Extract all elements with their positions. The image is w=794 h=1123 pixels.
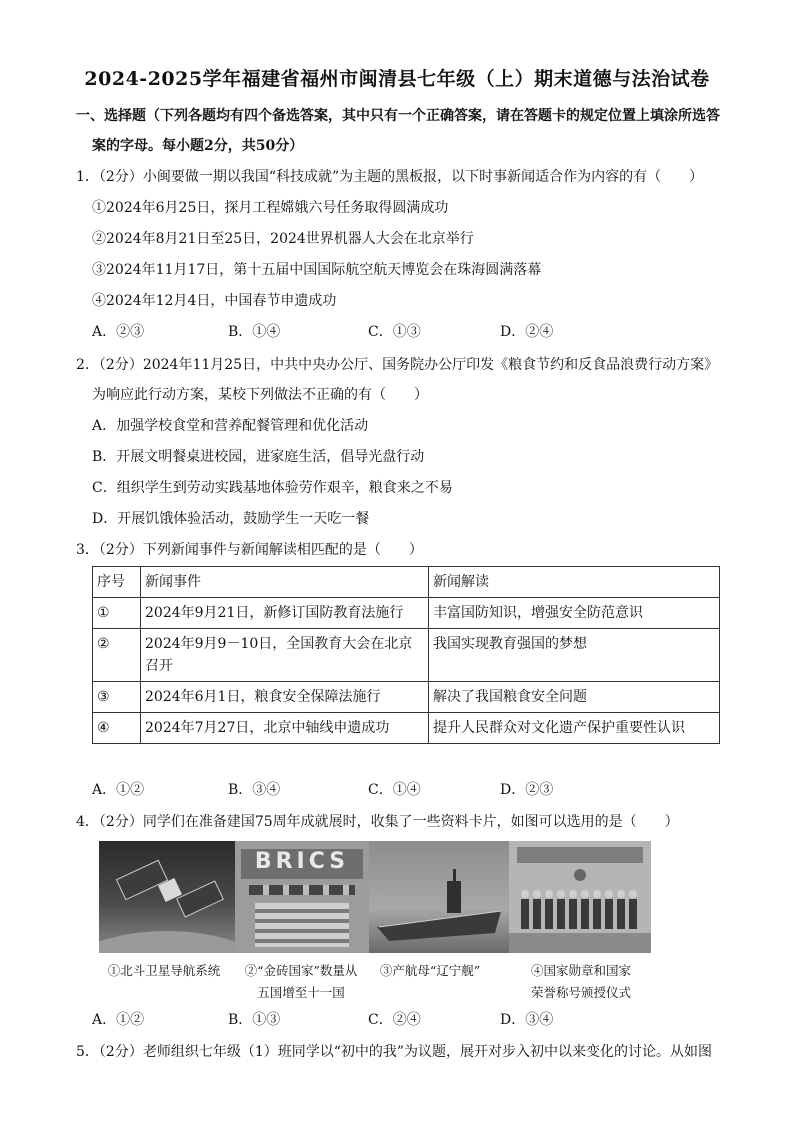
row-event: 2024年9月9－10日，全国教育大会在北京召开: [141, 629, 429, 682]
header-event: 新闻事件: [141, 567, 429, 598]
table-row: [93, 682, 720, 713]
question-2-option-d[interactable]: D．开展饥饿体验活动，鼓励学生一天吃一餐: [92, 511, 370, 527]
section-instructions-line1: 一、选择题（下列各题均有四个备选答案，其中只有一个正确答案，请在答题卡的规定位置上填涂所选答: [76, 108, 720, 124]
option-c[interactable]: C．②④: [368, 1012, 421, 1028]
question-2-option-c[interactable]: C．组织学生到劳动实践基地体验劳作艰辛，粮食来之不易: [92, 480, 453, 496]
liaoning-carrier-image: [369, 841, 509, 953]
table-row: [93, 629, 720, 682]
caption-1: ①北斗卫星导航系统: [107, 963, 221, 978]
flag-row: [249, 885, 355, 895]
row-reading: 丰富国防知识，增强安全防范意识: [429, 598, 720, 629]
option-d[interactable]: D．③④: [500, 1012, 554, 1028]
flag-grid: [255, 903, 349, 947]
national-honors-ceremony-image: [509, 841, 651, 953]
news-table: [92, 566, 720, 744]
achievement-photo-strip: [99, 841, 651, 953]
question-3-stem: 3．（2分）下列新闻事件与新闻解读相匹配的是（ ）: [76, 542, 423, 558]
question-1-item-2: ②2024年8月21日至25日，2024世界机器人大会在北京举行: [92, 231, 474, 247]
row-event: 2024年6月1日，粮食安全保障法施行: [141, 682, 429, 713]
question-1-item-1: ①2024年6月25日，探月工程嫦娥六号任务取得圆满成功: [92, 200, 449, 216]
question-2-stem-line2: 为响应此行动方案，某校下列做法不正确的有（ ）: [92, 387, 428, 403]
option-b[interactable]: B．①③: [228, 1012, 281, 1028]
row-no: ②: [93, 629, 141, 682]
satellite-icon: [99, 841, 235, 953]
question-1-item-3: ③2024年11月17日，第十五届中国国际航空航天博览会在珠海圆满落幕: [92, 262, 542, 278]
option-b[interactable]: B．③④: [228, 782, 281, 798]
row-no: ①: [93, 598, 141, 629]
people-row-icon: [509, 841, 651, 953]
row-reading: 解决了我国粮食安全问题: [429, 682, 720, 713]
caption-3: ③产航母“辽宁舰”: [379, 963, 481, 978]
option-b[interactable]: B．①④: [228, 324, 281, 340]
caption-4-line1: ④国家勋章和国家: [530, 963, 631, 978]
row-reading: 提升人民群众对文化遗产保护重要性认识: [429, 713, 720, 744]
question-2-option-a[interactable]: A．加强学校食堂和营养配餐管理和优化活动: [92, 418, 369, 434]
table-header-row: [93, 567, 720, 598]
table-row: [93, 713, 720, 744]
option-c[interactable]: C．①④: [368, 782, 421, 798]
aircraft-carrier-icon: [369, 841, 509, 953]
row-event: 2024年9月21日，新修订国防教育法施行: [141, 598, 429, 629]
caption-2-line2: 五国增至十一国: [257, 985, 345, 1000]
question-2-option-b[interactable]: B．开展文明餐桌进校园，进家庭生活，倡导光盘行动: [92, 449, 425, 465]
brics-image: [235, 841, 369, 953]
option-a[interactable]: A．②③: [92, 324, 145, 340]
table-row: [93, 598, 720, 629]
question-1-item-4: ④2024年12月4日，中国春节申遗成功: [92, 293, 337, 309]
question-2-stem-line1: 2．（2分）2024年11月25日，中共中央办公厅、国务院办公厅印发《粮食节约和反食品浪费行动方案》: [76, 357, 719, 373]
option-c[interactable]: C．①③: [368, 324, 421, 340]
section-instructions-line2: 案的字母。每小题2分，共50分）: [92, 138, 304, 154]
caption-4-line2: 荣誉称号颁授仪式: [530, 985, 631, 1000]
question-1-stem: 1．（2分）小闽要做一期以我国“科技成就”为主题的黑板报，以下时事新闻适合作为内容的有（ ）: [76, 169, 704, 185]
option-a[interactable]: A．①②: [92, 1012, 145, 1028]
row-no: ④: [93, 713, 141, 744]
option-d[interactable]: D．②③: [500, 782, 554, 798]
option-d[interactable]: D．②④: [500, 324, 554, 340]
header-no: 序号: [93, 567, 141, 598]
caption-2-line1: ②“金砖国家”数量从: [244, 963, 358, 978]
brics-banner: BRICS: [241, 849, 363, 879]
question-4-stem: 4．（2分）同学们在准备建国75周年成就展时，收集了一些资料卡片，如图可以选用的是（ ）: [76, 814, 679, 830]
exam-title: 2024-2025学年福建省福州市闽清县七年级（上）期末道德与法治试卷: [84, 68, 710, 90]
option-a[interactable]: A．①②: [92, 782, 145, 798]
row-reading: 我国实现教育强国的梦想: [429, 629, 720, 682]
header-reading: 新闻解读: [429, 567, 720, 598]
question-5-stem: 5．（2分）老师组织七年级（1）班同学以“初中的我”为议题，展开对步入初中以来变化的讨论。从如图: [76, 1044, 713, 1060]
row-event: 2024年7月27日，北京中轴线申遗成功: [141, 713, 429, 744]
row-no: ③: [93, 682, 141, 713]
beidou-satellite-image: [99, 841, 235, 953]
